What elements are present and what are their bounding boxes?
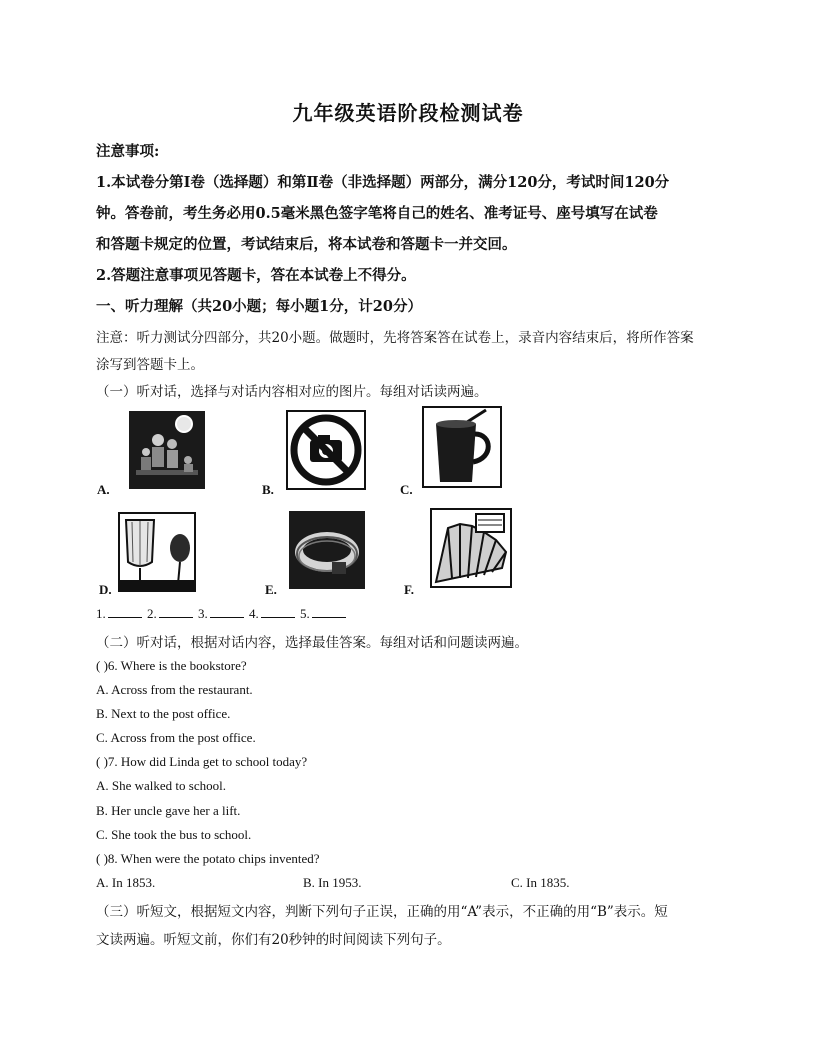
part1-heading: （一）听对话，选择与对话内容相对应的图片。每组对话读两遍。	[96, 384, 488, 400]
lanterns-picture	[118, 512, 196, 592]
page-title: 九年级英语阶段检测试卷	[292, 101, 524, 125]
section1-note-line1: 注意：听力测试分四部分，共20小题。做题时，先将答案答在试卷上，录音内容结束后，将所作答案	[96, 330, 694, 346]
blank-label-2: 2.	[147, 606, 157, 621]
section1-note-line2: 涂写到答题卡上。	[96, 357, 204, 373]
answer-blank-1[interactable]	[108, 606, 142, 618]
part3-line1: （三）听短文，根据短文内容，判断下列句子正误，正确的用“A”表示，不正确的用“B”表示。短	[96, 904, 668, 920]
picture-label-e: E.	[265, 582, 277, 597]
picture-label-a: A.	[97, 482, 110, 497]
q7-option-b: B. Her uncle gave her a lift.	[96, 803, 241, 818]
note1-line3: 和答题卡规定的位置，考试结束后，将本试卷和答题卡一并交回。	[96, 236, 517, 253]
q6-option-c: C. Across from the post office.	[96, 730, 256, 745]
answer-blanks-row	[96, 606, 348, 622]
moon-family-picture	[128, 410, 206, 490]
section1-heading: 一、听力理解（共20小题；每小题1分，计20分）	[96, 298, 422, 315]
note1-line2: 钟。答卷前，考生务必用0.5毫米黑色签字笔将自己的姓名、准考证号、座号填写在试卷	[96, 205, 658, 222]
no-camera-sign-picture	[286, 410, 366, 490]
q7-question: ( )7. How did Linda get to school today?	[96, 754, 308, 769]
tea-cup-picture	[422, 406, 502, 488]
q8-option-b: B. In 1953.	[303, 875, 362, 890]
picture-label-d: D.	[99, 582, 112, 597]
blank-label-3: 3.	[198, 606, 208, 621]
q6-option-b: B. Next to the post office.	[96, 706, 231, 721]
answer-blank-2[interactable]	[159, 606, 193, 618]
picture-label-c: C.	[400, 482, 413, 497]
blank-label-4: 4.	[249, 606, 259, 621]
picture-label-b: B.	[262, 482, 274, 497]
note1-line1: 1.本试卷分第Ⅰ卷（选择题）和第Ⅱ卷（非选择题）两部分，满分120分，考试时间120分	[96, 174, 670, 191]
bracelet-picture	[288, 510, 366, 590]
q7-option-c: C. She took the bus to school.	[96, 827, 252, 842]
q6-option-a: A. Across from the restaurant.	[96, 682, 253, 697]
part2-heading: （二）听对话，根据对话内容，选择最佳答案。每组对话和问题读两遍。	[96, 635, 528, 651]
fan-picture	[430, 508, 512, 588]
q8-question: ( )8. When were the potato chips invented?	[96, 851, 320, 866]
picture-label-f: F.	[404, 582, 414, 597]
note2: 2.答题注意事项见答题卡，答在本试卷上不得分。	[96, 267, 416, 284]
answer-blank-5[interactable]	[312, 606, 346, 618]
blank-label-5: 5.	[300, 606, 310, 621]
q7-option-a: A. She walked to school.	[96, 778, 226, 793]
blank-label-1: 1.	[96, 606, 106, 621]
notes-heading: 注意事项:	[96, 143, 160, 160]
answer-blank-3[interactable]	[210, 606, 244, 618]
answer-blank-4[interactable]	[261, 606, 295, 618]
q6-question: ( )6. Where is the bookstore?	[96, 658, 247, 673]
q8-option-a: A. In 1853.	[96, 875, 156, 890]
part3-line2: 文读两遍。听短文前，你们有20秒钟的时间阅读下列句子。	[96, 932, 451, 948]
q8-option-c: C. In 1835.	[511, 875, 570, 890]
